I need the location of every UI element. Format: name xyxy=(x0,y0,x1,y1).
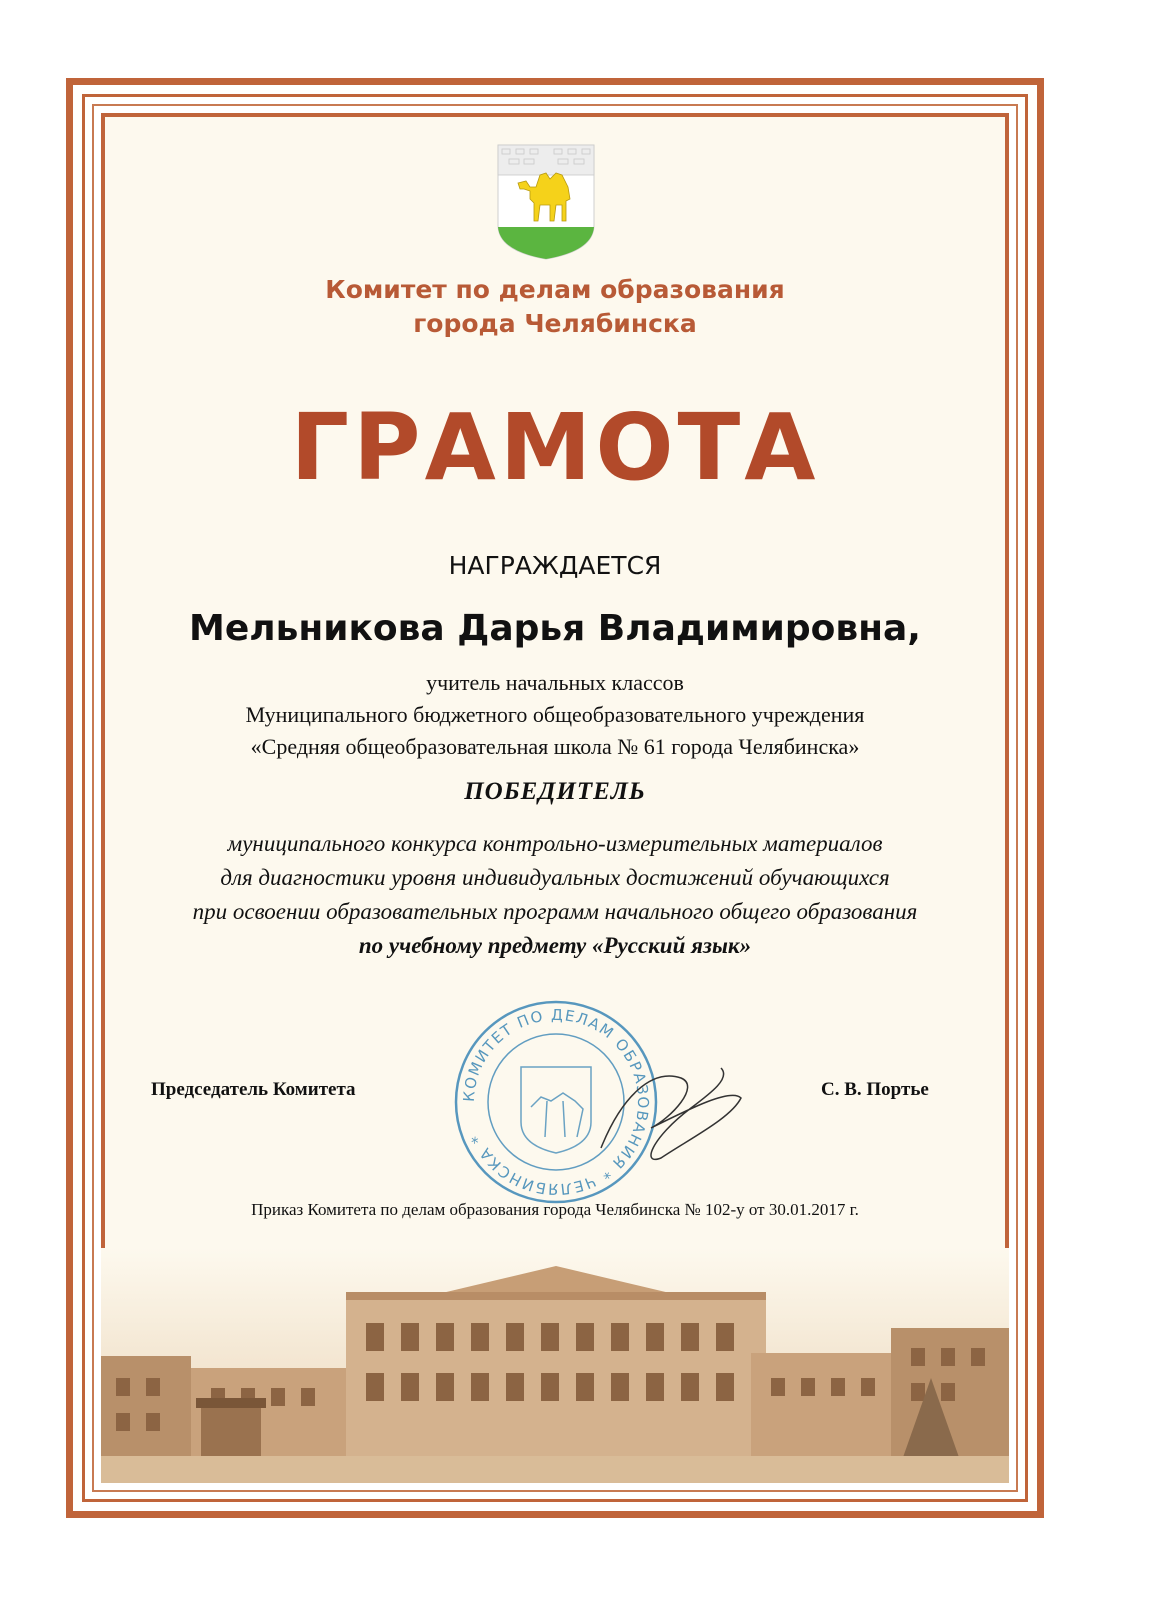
recipient-position: учитель начальных классов xyxy=(426,670,684,695)
institution-line2: «Средняя общеобразовательная школа № 61 города Челябинска» xyxy=(250,734,860,759)
stamp-text: КОМИТЕТ ПО ДЕЛАМ ОБРАЗОВАНИЯ * ЧЕЛЯБИНСКА * xyxy=(459,1005,653,1199)
committee-name-line1: Комитет по делам образования xyxy=(325,275,785,304)
description-line1: муниципального конкурса контрольно-измерительных материалов xyxy=(227,831,883,856)
certificate-content xyxy=(101,113,1009,1483)
order-reference: Приказ Комитета по делам образования города Челябинска № 102-у от 30.01.2017 г. xyxy=(251,1200,859,1219)
description-line4: по учебному предмету «Русский язык» xyxy=(358,933,752,958)
chelyabinsk-emblem-icon xyxy=(496,143,596,261)
recipient-name: Мельникова Дарья Владимировна, xyxy=(189,608,921,649)
winner-status: ПОБЕДИТЕЛЬ xyxy=(464,778,646,805)
school-building-illustration xyxy=(101,1248,1009,1483)
chairman-label: Председатель Комитета xyxy=(151,1079,356,1100)
description-line2: для диагностики уровня индивидуальных достижений обучающихся xyxy=(220,865,890,890)
awarded-label: НАГРАЖДАЕТСЯ xyxy=(448,551,662,580)
committee-name-line2: города Челябинска xyxy=(413,309,697,338)
description-line3: при освоении образовательных программ начального общего образования xyxy=(192,899,918,924)
certificate-title: ГРАМОТА xyxy=(290,394,820,501)
institution-line1: Муниципального бюджетного общеобразовательного учреждения xyxy=(245,702,865,727)
signature-scrawl xyxy=(581,1038,751,1178)
chairman-name: С. В. Портье xyxy=(821,1079,929,1100)
